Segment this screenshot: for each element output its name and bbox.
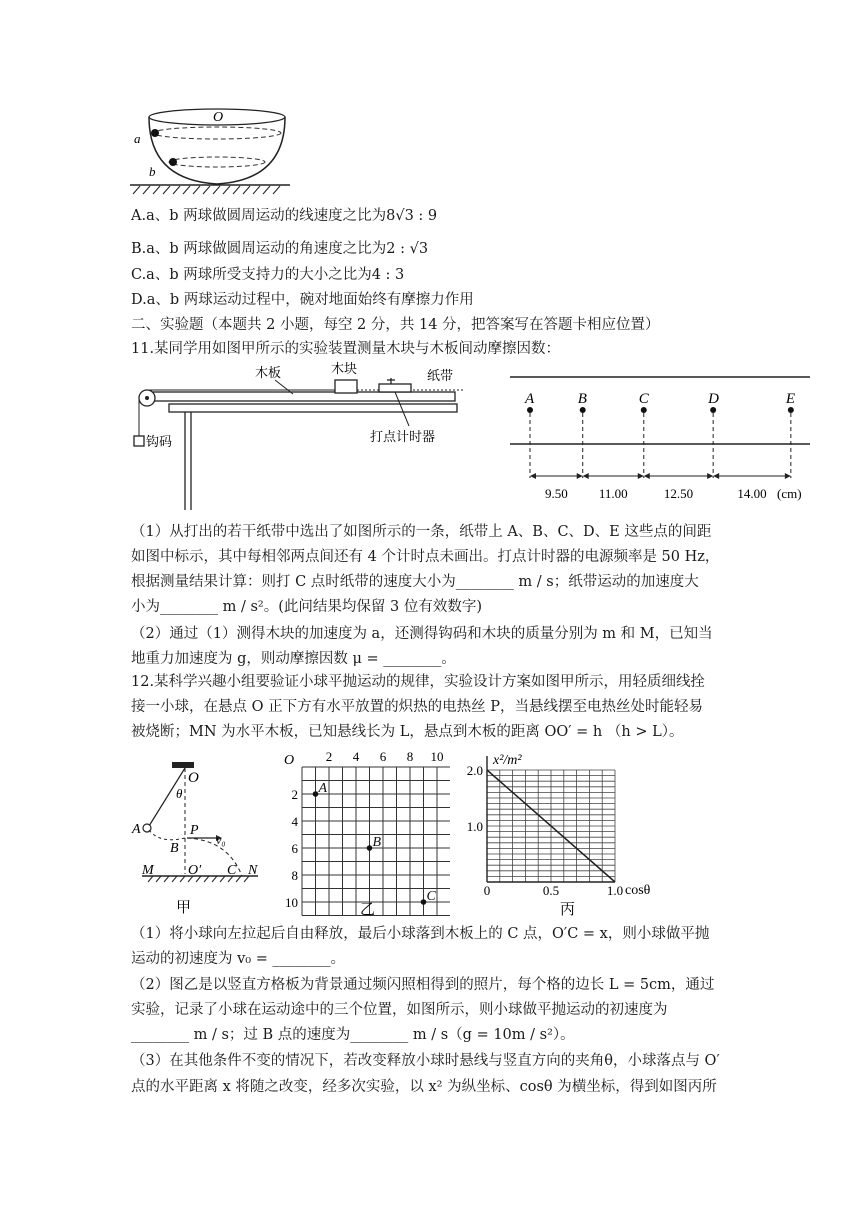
yi-x-tick: 2 bbox=[325, 749, 333, 764]
timer-label: 打点计时器 bbox=[370, 429, 436, 444]
q12-stem-line1: 12.某科学兴趣小组要验证小球平抛运动的规律，实验设计方案如图甲所示，用轻质细线拴 bbox=[131, 674, 706, 690]
ceiling-support bbox=[172, 762, 194, 768]
option-d: D.a、b 两球运动过程中，碗对地面始终有摩擦力作用 bbox=[131, 292, 474, 308]
tape-arrow-right bbox=[707, 473, 713, 479]
yi-point bbox=[421, 899, 427, 905]
hook-weight-label: 钩码 bbox=[146, 434, 173, 449]
yi-x-tick: 8 bbox=[406, 749, 414, 764]
ground-hatch bbox=[133, 186, 280, 194]
yi-point bbox=[367, 845, 373, 851]
tape-dot bbox=[788, 407, 794, 413]
tape-dot bbox=[641, 407, 647, 413]
tape-point-label: B bbox=[577, 391, 587, 407]
fig-yi bbox=[280, 742, 450, 920]
caption-jia: 甲 bbox=[176, 900, 192, 916]
tape-gap-label: 9.50 bbox=[544, 486, 568, 501]
label-o: O bbox=[213, 110, 224, 125]
fig-jia bbox=[130, 752, 280, 922]
yi-origin-label: O bbox=[284, 753, 295, 768]
yi-y-tick: 4 bbox=[291, 814, 298, 829]
tape-unit: (cm) bbox=[777, 486, 802, 501]
tape-arrow-right bbox=[785, 473, 791, 479]
tape-arrow-left bbox=[530, 473, 536, 479]
yi-y-tick: 2 bbox=[291, 787, 298, 802]
q12-stem-line3: 被烧断；MN 为水平木板，已知悬线长为 L，悬点到木板的距离 OO′ = h （h > L）。 bbox=[131, 724, 684, 740]
tape-gap-label: 12.50 bbox=[663, 486, 694, 501]
label-a: a bbox=[134, 131, 141, 146]
bing-y-tick: 1.0 bbox=[466, 819, 483, 834]
tape-point-label: D bbox=[708, 391, 719, 407]
wood-block-label: 木块 bbox=[331, 361, 358, 376]
q11-part1-line1: （1）从打出的若干纸带中选出了如图所示的一条，纸带上 A、B、C、D、E 这些点的间距 bbox=[131, 524, 712, 540]
pulley-axle bbox=[145, 396, 149, 400]
label-m: M bbox=[142, 863, 154, 878]
tape-figure bbox=[505, 372, 825, 502]
tape-point-label: C bbox=[638, 391, 649, 407]
bowl-figure bbox=[125, 100, 290, 195]
wooden-board bbox=[149, 392, 455, 401]
label-p: P bbox=[190, 823, 199, 838]
label-b: B bbox=[170, 841, 179, 856]
q12-part1-line1: （1）将小球向左拉起后自由释放，最后小球落到木板上的 C 点，O′C = x，则小球做平抛 bbox=[131, 926, 710, 942]
yi-x-tick: 10 bbox=[430, 749, 444, 764]
bing-x-tick: 1.0 bbox=[606, 883, 624, 898]
bing-x-tick: 0.5 bbox=[542, 883, 560, 898]
table-top bbox=[169, 404, 457, 412]
apparatus-figure bbox=[125, 360, 465, 520]
option-a: A.a、b 两球做圆周运动的线速度之比为8√3 : 9 bbox=[131, 208, 438, 224]
tape-gap-label: 14.00 bbox=[737, 486, 767, 501]
wood-block bbox=[335, 380, 357, 393]
ball-a bbox=[151, 129, 159, 137]
tape-dot bbox=[580, 407, 586, 413]
label-o-prime: O′ bbox=[188, 863, 202, 878]
yi-point-label: B bbox=[372, 835, 382, 850]
fig-bing bbox=[455, 748, 685, 920]
q12-part2-line1: （2）图乙是以竖直方格板为背景通过频闪照相得到的照片，每个格的边长 L = 5cm，通过 bbox=[131, 977, 715, 993]
tape-arrow-left bbox=[583, 473, 589, 479]
yi-y-tick: 8 bbox=[291, 868, 298, 883]
q11-part1-line3: 根据测量结果计算：则打 C 点时纸带的速度大小为________ m / s；纸带运动的加速度大 bbox=[131, 574, 699, 590]
bing-x-tick: 0 bbox=[483, 883, 491, 898]
option-c: C.a、b 两球所受支持力的大小之比为4 : 3 bbox=[131, 267, 405, 283]
tape-point-label: E bbox=[785, 391, 796, 407]
q11-part1-line2: 如图中标示，其中每相邻两点间还有 4 个计时点未画出。打点计时器的电源频率是 50 Hz， bbox=[131, 549, 720, 565]
q11-part2-line2: 地重力加速度为 g，则动摩擦因数 μ = ________。 bbox=[131, 651, 456, 667]
tape-arrow-left bbox=[644, 473, 650, 479]
tape-dot bbox=[710, 407, 716, 413]
q12-part1-line2: 运动的初速度为 v₀ = ________。 bbox=[131, 951, 345, 967]
q11-part1-line4: 小为________ m / s²。(此问结果均保留 3 位有效数字) bbox=[131, 599, 482, 615]
bing-xlabel: cosθ bbox=[625, 883, 651, 898]
yi-point-label: A bbox=[318, 781, 328, 796]
q12-stem-line2: 接一小球，在悬点 O 正下方有水平放置的炽热的电热丝 P，当悬线摆至电热丝处时能轻易 bbox=[131, 699, 703, 715]
tape-dot bbox=[527, 407, 533, 413]
label-c: C bbox=[227, 863, 237, 878]
tape-arrow-right bbox=[577, 473, 583, 479]
q11-part2-line1: （2）通过（1）测得木块的加速度为 a，还测得钩码和木块的质量分别为 m 和 M，已知当 bbox=[131, 626, 713, 642]
yi-x-tick: 4 bbox=[352, 749, 360, 764]
option-b: B.a、b 两球做圆周运动的角速度之比为2 : √3 bbox=[131, 241, 429, 257]
q12-part3-line1: （3）在其他条件不变的情况下，若改变释放小球时悬线与竖直方向的夹角θ，小球落点与 O′ bbox=[131, 1053, 720, 1069]
tape-point-label: A bbox=[525, 391, 535, 407]
label-theta: θ bbox=[176, 786, 183, 801]
q12-part2-line2: 实验，记录了小球在运动途中的三个位置，如图所示，则小球做平抛运动的初速度为 bbox=[131, 1002, 668, 1018]
yi-point bbox=[313, 791, 319, 797]
label-v0: v₀ bbox=[216, 833, 226, 847]
tape-label: 纸带 bbox=[427, 368, 454, 383]
label-o: O bbox=[188, 770, 199, 786]
bing-ylabel: x²/m² bbox=[493, 753, 522, 768]
caption-bing: 丙 bbox=[560, 902, 576, 918]
label-b: b bbox=[149, 164, 156, 179]
tape-arrow-left bbox=[713, 473, 719, 479]
q12-part3-line2: 点的水平距离 x 将随之改变，经多次实验，以 x² 为纵坐标、cosθ 为横坐标，得到如图丙所 bbox=[131, 1079, 717, 1095]
orbit-b bbox=[169, 157, 265, 167]
yi-x-tick: 6 bbox=[379, 749, 387, 764]
label-n: N bbox=[248, 863, 258, 878]
yi-y-tick: 6 bbox=[291, 841, 298, 856]
section-2-heading: 二、实验题（本题共 2 小题，每空 2 分，共 14 分，把答案写在答题卡相应位置） bbox=[131, 317, 660, 333]
yi-y-tick: 10 bbox=[285, 895, 298, 910]
ball-b bbox=[169, 158, 177, 166]
swing-arc bbox=[149, 830, 185, 840]
tape-gap-label: 11.00 bbox=[598, 486, 628, 501]
tape-arrow-right bbox=[638, 473, 644, 479]
orbit-a bbox=[153, 127, 281, 139]
timer-body bbox=[379, 384, 411, 392]
board-label: 木板 bbox=[255, 365, 282, 380]
q11-stem: 11.某同学用如图甲所示的实验装置测量木块与木板间动摩擦因数： bbox=[131, 341, 561, 357]
caption-yi: 乙 bbox=[360, 902, 376, 918]
yi-point-label: C bbox=[426, 889, 436, 904]
label-a: A bbox=[132, 822, 141, 837]
hook-weight bbox=[134, 436, 144, 446]
bing-y-tick: 2.0 bbox=[466, 763, 483, 778]
q12-part2-line3: ________ m / s；过 B 点的速度为________ m / s（g = 10m / s²）。 bbox=[131, 1027, 575, 1043]
